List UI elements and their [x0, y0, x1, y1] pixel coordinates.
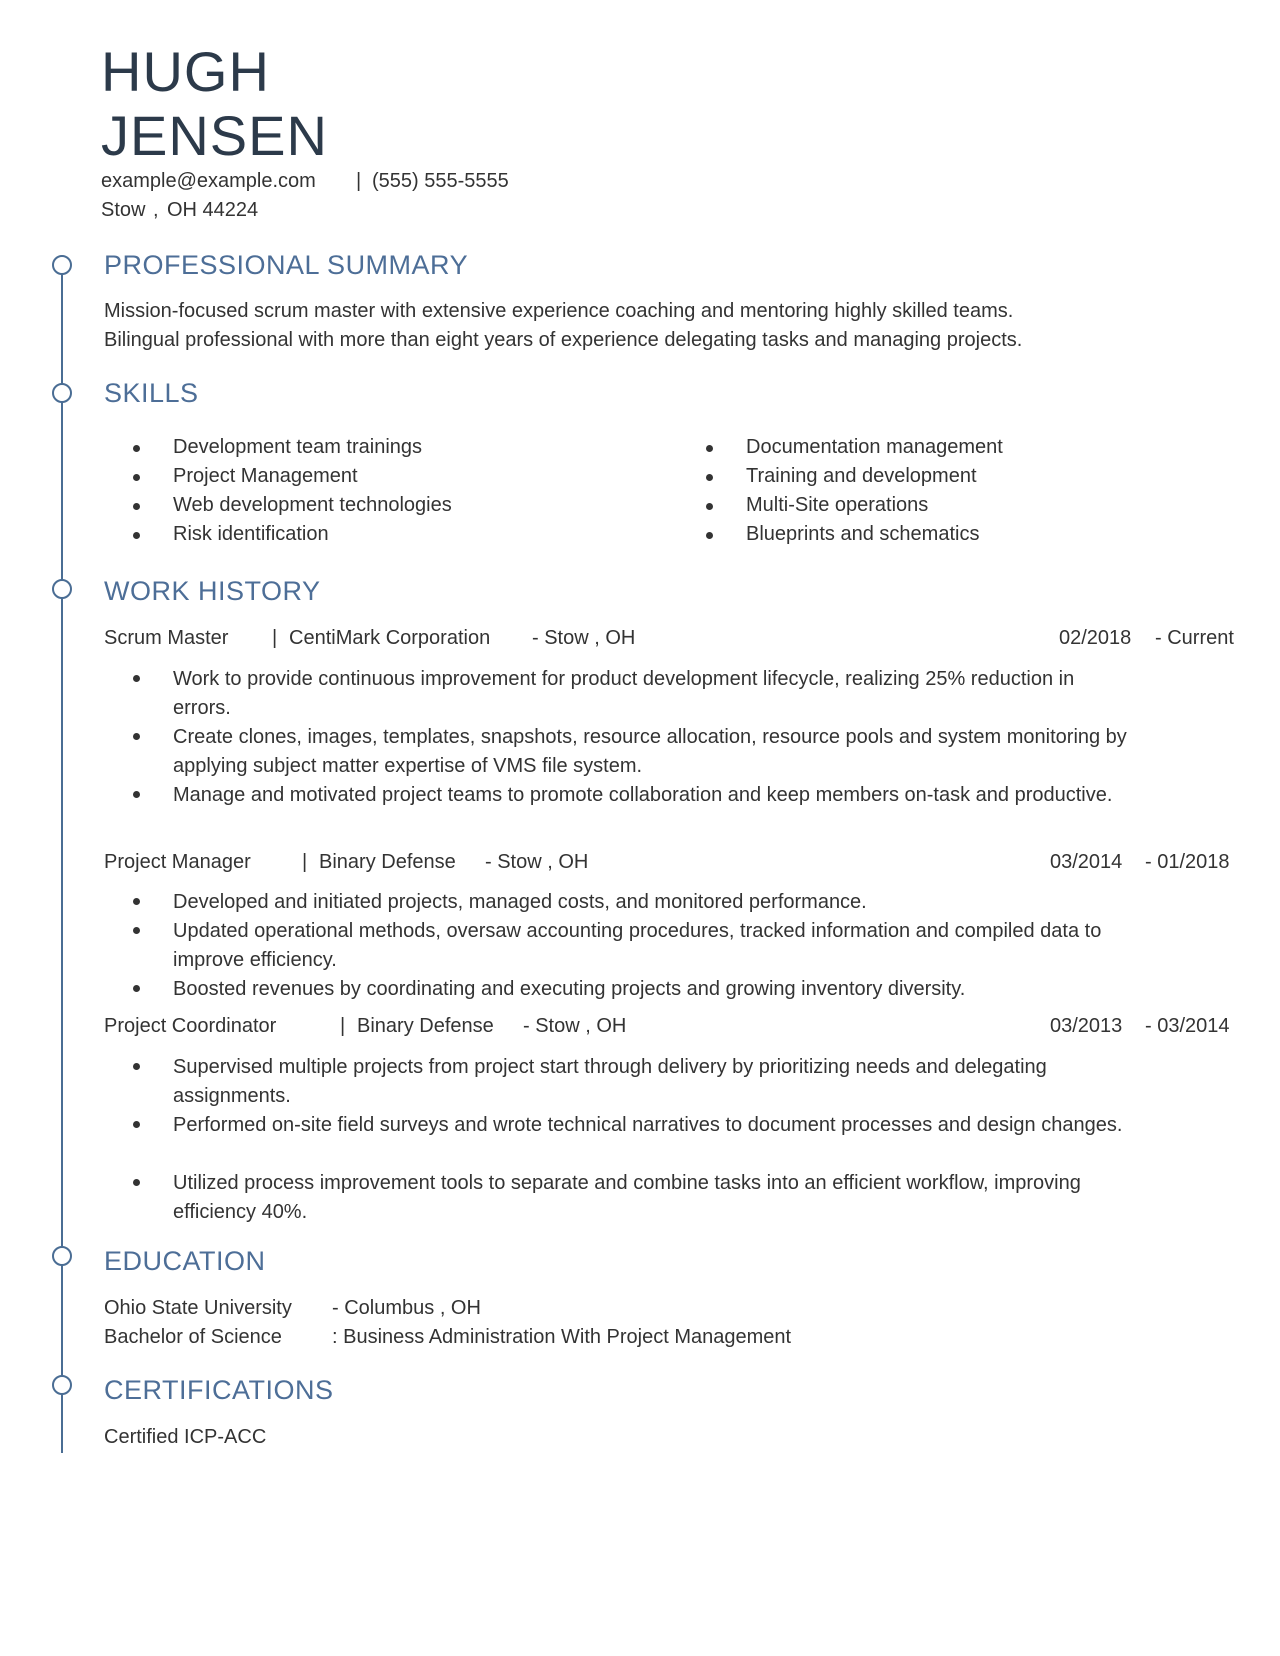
summary-line-2: Bilingual professional with more than eight years of experience delegating tasks and managing projects.	[104, 329, 1023, 351]
education-degree: Bachelor of Science	[104, 1326, 282, 1348]
section-title-certifications: CERTIFICATIONS	[104, 1375, 334, 1405]
contact-separator: |	[356, 170, 362, 192]
skill-bullet	[706, 503, 713, 510]
skill-bullet	[133, 503, 140, 510]
job-bullet	[133, 1121, 140, 1128]
job-bullet	[133, 1063, 140, 1070]
job-bullet	[133, 927, 140, 934]
job-role: Scrum Master	[104, 627, 229, 649]
job-separator: |	[272, 627, 278, 649]
timeline-node-summary	[52, 255, 72, 275]
state-zip: OH 44224	[167, 199, 259, 221]
job-bullet	[133, 675, 140, 682]
job-start-date: 02/2018	[1059, 627, 1132, 649]
job-company: Binary Defense	[357, 1015, 494, 1037]
last-name: JENSEN	[101, 104, 328, 167]
section-title-work: WORK HISTORY	[104, 576, 321, 606]
job-company: CentiMark Corporation	[289, 627, 491, 649]
job-separator: |	[340, 1015, 346, 1037]
job-separator: |	[302, 851, 308, 873]
job-company: Binary Defense	[319, 851, 456, 873]
timeline-node-education	[52, 1246, 72, 1266]
email: example@example.com	[101, 170, 316, 192]
skill-item: Web development technologies	[173, 494, 452, 516]
candidate-name	[101, 40, 328, 168]
first-name: HUGH	[101, 40, 270, 103]
skill-item: Risk identification	[173, 523, 329, 545]
skill-bullet	[706, 474, 713, 481]
section-title-skills: SKILLS	[104, 378, 199, 408]
section-title-education: EDUCATION	[104, 1246, 266, 1276]
timeline-node-skills	[52, 383, 72, 403]
job-bullet-text: Create clones, images, templates, snapshots, resource allocation, resource pools and system monitoring by applying subject matter expertise of VMS file system.	[173, 726, 1127, 777]
skill-item: Project Management	[173, 465, 358, 487]
job-start-date: 03/2013	[1050, 1015, 1123, 1037]
job-location: - Stow , OH	[532, 627, 636, 649]
job-bullet	[133, 791, 140, 798]
job-bullet-text: Performed on-site field surveys and wrote technical narratives to document processes and design changes.	[173, 1114, 1123, 1136]
phone: (555) 555-5555	[372, 170, 509, 192]
timeline-line	[61, 265, 63, 1453]
job-end-date: - 03/2014	[1145, 1015, 1230, 1037]
skill-bullet	[133, 532, 140, 539]
city: Stow	[101, 199, 146, 221]
address-comma: ,	[153, 199, 159, 221]
job-bullet-text: Updated operational methods, oversaw accounting procedures, tracked information and compiled data to improve efficiency.	[173, 920, 1102, 971]
skill-item: Blueprints and schematics	[746, 523, 980, 545]
job-location: - Stow , OH	[485, 851, 589, 873]
skill-bullet	[133, 445, 140, 452]
summary-line-1: Mission-focused scrum master with extensive experience coaching and mentoring highly skilled teams.	[104, 300, 1014, 322]
skill-item: Documentation management	[746, 436, 1003, 458]
job-start-date: 03/2014	[1050, 851, 1123, 873]
job-bullet	[133, 1179, 140, 1186]
job-role: Project Manager	[104, 851, 251, 873]
skill-item: Multi-Site operations	[746, 494, 929, 516]
skill-bullet	[133, 474, 140, 481]
certification-item: Certified ICP-ACC	[104, 1426, 267, 1448]
job-bullet-text: Supervised multiple projects from project start through delivery by prioritizing needs and delegating assignments.	[173, 1056, 1047, 1107]
timeline-node-certifications	[52, 1375, 72, 1395]
skill-bullet	[706, 532, 713, 539]
education-field: : Business Administration With Project Management	[332, 1326, 792, 1348]
job-bullet	[133, 733, 140, 740]
skill-item: Development team trainings	[173, 436, 423, 458]
job-end-date: - Current	[1155, 627, 1234, 649]
job-end-date: - 01/2018	[1145, 851, 1230, 873]
timeline-node-work	[52, 579, 72, 599]
job-bullet-text: Utilized process improvement tools to separate and combine tasks into an efficient workflow, improving efficiency 40%.	[173, 1172, 1081, 1223]
job-bullet-text: Work to provide continuous improvement for product development lifecycle, realizing 25% reduction in errors.	[173, 668, 1075, 719]
job-location: - Stow , OH	[523, 1015, 627, 1037]
skill-item: Training and development	[746, 465, 977, 487]
job-bullet	[133, 985, 140, 992]
education-location: - Columbus , OH	[332, 1297, 481, 1319]
job-bullet	[133, 898, 140, 905]
skill-bullet	[706, 445, 713, 452]
education-school: Ohio State University	[104, 1297, 292, 1319]
section-title-summary: PROFESSIONAL SUMMARY	[104, 250, 469, 280]
job-bullet-text: Developed and initiated projects, managed costs, and monitored performance.	[173, 891, 867, 913]
job-bullet-text: Manage and motivated project teams to promote collaboration and keep members on-task and productive.	[173, 784, 1113, 806]
job-role: Project Coordinator	[104, 1015, 277, 1037]
job-bullet-text: Boosted revenues by coordinating and executing projects and growing inventory diversity.	[173, 978, 966, 1000]
